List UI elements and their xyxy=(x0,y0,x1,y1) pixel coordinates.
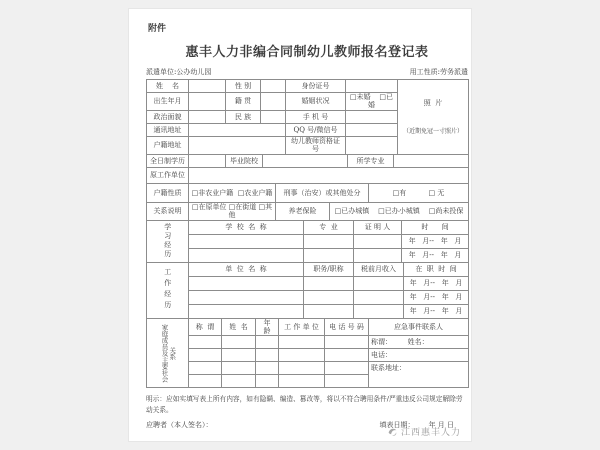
penalty-label: 刑事（治安）或其他处分 xyxy=(276,183,369,202)
family-relation-cell xyxy=(189,362,222,375)
family-name-header: 姓 名 xyxy=(222,318,256,336)
work-title-cell xyxy=(304,304,354,318)
previous-employer-table xyxy=(146,167,469,184)
mail-address-label: 通讯地址 xyxy=(147,123,189,136)
study-time-cell: 年 月-- 年 月 xyxy=(402,234,469,248)
fill-date-value: 年 月 日 xyxy=(428,420,454,429)
photo-label: 照 片 xyxy=(423,98,443,107)
study-major-cell xyxy=(304,234,354,248)
fulltime-education-label: 全日制学历 xyxy=(147,154,189,167)
family-relation-cell xyxy=(189,349,222,362)
relation-note-label: 关系说明 xyxy=(147,202,189,220)
signature-label: 应聘者（本人签名）： xyxy=(146,420,213,429)
study-school-cell xyxy=(189,248,304,262)
teacher-cert-value-cell xyxy=(346,137,398,155)
basic-info-table xyxy=(146,79,469,155)
previous-employer-value-cell xyxy=(189,167,469,183)
household-type-label: 户籍性质 xyxy=(147,183,189,202)
form-title: 惠丰人力非编合同制幼儿教师报名登记表 xyxy=(185,45,429,60)
study-reference-cell xyxy=(354,234,402,248)
family-age-cell xyxy=(256,375,279,388)
qq-wechat-value-cell xyxy=(346,123,398,136)
household-address-value-cell xyxy=(189,137,286,155)
attachment-label: 附件 xyxy=(148,24,167,34)
native-place-label: 籍 贯 xyxy=(226,93,261,111)
native-place-value-cell xyxy=(261,93,286,111)
study-time-header: 时 间 xyxy=(402,220,469,234)
study-reference-cell xyxy=(354,248,402,262)
work-title-cell xyxy=(304,276,354,290)
family-members-label: 家庭成员及主要社会关系 xyxy=(147,318,189,388)
logo-swirl-icon xyxy=(387,426,398,437)
name-label: 姓 名 xyxy=(147,80,189,93)
photo-note: （近期免冠一寸照片） xyxy=(402,127,463,135)
document-page xyxy=(128,8,472,442)
work-income-cell xyxy=(354,290,404,304)
emergency-address-line: 联系地址： xyxy=(369,362,469,388)
gender-label: 性 别 xyxy=(226,80,261,93)
work-time-cell: 年 月-- 年 月 xyxy=(404,276,469,290)
family-workunit-header: 工 作 单 位 xyxy=(279,318,325,336)
company-logo xyxy=(387,425,461,438)
family-phone-cell xyxy=(325,375,369,388)
family-workunit-cell xyxy=(279,336,325,349)
work-unit-cell xyxy=(189,304,304,318)
work-experience-label: 工作经历 xyxy=(147,262,189,318)
family-age-header: 年 龄 xyxy=(256,318,279,336)
family-workunit-cell xyxy=(279,362,325,375)
study-experience-table xyxy=(146,220,469,263)
work-time-cell: 年 月-- 年 月 xyxy=(404,304,469,318)
family-name-cell xyxy=(222,375,256,388)
ethnicity-value-cell xyxy=(261,110,286,123)
emergency-contact-header: 应急事件联系人 xyxy=(369,318,469,336)
name-value-cell xyxy=(189,80,226,93)
family-age-cell xyxy=(256,336,279,349)
family-relation-cell xyxy=(189,375,222,388)
fill-date-label: 填表日期： xyxy=(379,420,415,429)
employment-type-label: 用工性质:劳务派遣 xyxy=(409,68,468,76)
gender-value-cell xyxy=(261,80,286,93)
work-experience-table xyxy=(146,262,469,319)
household-type-options: □非农业户籍 □农业户籍 xyxy=(189,183,276,202)
major-label: 所学专业 xyxy=(348,154,394,167)
study-major-header: 专 业 xyxy=(304,220,354,234)
family-workunit-cell xyxy=(279,349,325,362)
emergency-phone-line: 电话： xyxy=(369,349,469,362)
political-label: 政治面貌 xyxy=(147,110,189,123)
work-unit-cell xyxy=(189,276,304,290)
study-reference-header: 证 明 人 xyxy=(354,220,402,234)
family-age-cell xyxy=(256,349,279,362)
education-row-table xyxy=(146,154,469,168)
family-name-cell xyxy=(222,362,256,375)
family-phone-cell xyxy=(325,349,369,362)
family-phone-cell xyxy=(325,362,369,375)
work-income-cell xyxy=(354,276,404,290)
graduate-school-value-cell xyxy=(263,154,348,167)
work-unit-cell xyxy=(189,290,304,304)
political-value-cell xyxy=(189,110,226,123)
relation-pension-table xyxy=(146,202,469,221)
graduate-school-label: 毕业院校 xyxy=(226,154,263,167)
photo-box xyxy=(398,80,469,155)
id-number-value-cell xyxy=(346,80,398,93)
household-type-table xyxy=(146,183,469,203)
form-meta xyxy=(146,67,468,77)
study-school-cell xyxy=(189,234,304,248)
work-title-header: 职务/职称 xyxy=(304,262,354,276)
family-name-cell xyxy=(222,336,256,349)
pension-label: 养老保险 xyxy=(276,202,330,220)
mobile-value-cell xyxy=(346,110,398,123)
family-workunit-cell xyxy=(279,375,325,388)
qq-wechat-label: QQ 号/微信号 xyxy=(286,123,346,136)
logo-text: 江西惠丰人力 xyxy=(400,428,461,438)
household-address-label: 户籍地址 xyxy=(147,137,189,155)
study-major-cell xyxy=(304,248,354,262)
work-time-cell: 年 月-- 年 月 xyxy=(404,290,469,304)
birth-value-cell xyxy=(189,93,226,111)
birth-label: 出生年月 xyxy=(147,93,189,111)
marital-label: 婚姻状况 xyxy=(286,93,346,111)
family-relation-cell xyxy=(189,336,222,349)
notice-text: 明示：应如实填写表上所有内容，如有隐瞒、编造、篡改等，将以不符合聘用条件/严重违反公司规定解除劳动关系。 xyxy=(146,395,463,414)
study-time-cell: 年 月-- 年 月 xyxy=(402,248,469,262)
family-relation-header: 称 谓 xyxy=(189,318,222,336)
fulltime-education-value-cell xyxy=(189,154,226,167)
dispatch-unit-label: 派遣单位:公办幼儿园 xyxy=(146,68,212,76)
mobile-label: 手 机 号 xyxy=(286,110,346,123)
previous-employer-label: 原工作单位 xyxy=(147,167,189,183)
emergency-title-name-line: 称谓： 姓名： xyxy=(369,336,469,349)
family-phone-cell xyxy=(325,336,369,349)
family-name-cell xyxy=(222,349,256,362)
family-members-table xyxy=(146,318,469,389)
work-income-cell xyxy=(354,304,404,318)
relation-options: □在原单位 □在街道 □其他 xyxy=(189,202,276,220)
study-experience-label: 学习经历 xyxy=(147,220,189,262)
teacher-cert-label: 幼儿教师资格证号 xyxy=(286,137,346,155)
ethnicity-label: 民 族 xyxy=(226,110,261,123)
pension-options: □已办城镇 □已办小城镇 □尚未投保 xyxy=(330,202,469,220)
work-time-header: 在 职 时 间 xyxy=(404,262,469,276)
mail-address-value-cell xyxy=(189,123,286,136)
work-unit-header: 单 位 名 称 xyxy=(189,262,304,276)
study-school-header: 学 校 名 称 xyxy=(189,220,304,234)
work-income-header: 税前月收入 xyxy=(354,262,404,276)
family-phone-header: 电 话 号 码 xyxy=(325,318,369,336)
work-title-cell xyxy=(304,290,354,304)
id-number-label: 身份证号 xyxy=(286,80,346,93)
family-age-cell xyxy=(256,362,279,375)
major-value-cell xyxy=(394,154,469,167)
marital-options: □未婚 □已婚 xyxy=(346,93,398,111)
penalty-options: □有 □ 无 xyxy=(369,183,469,202)
